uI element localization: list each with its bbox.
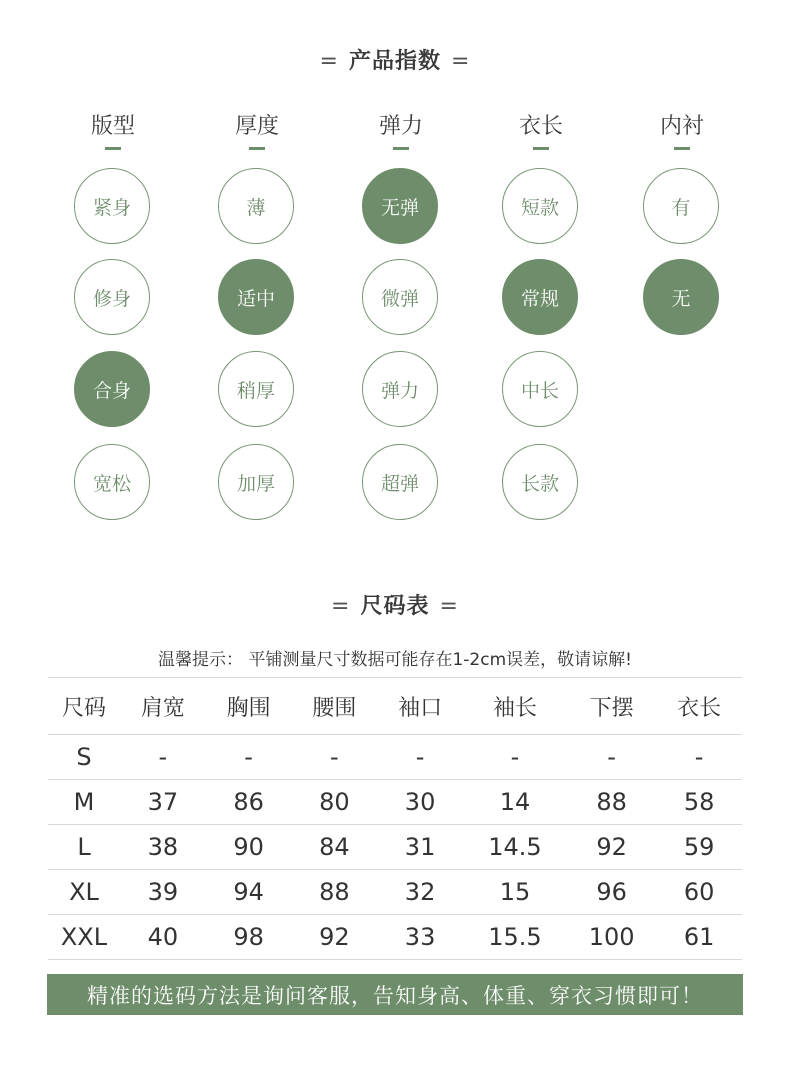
- index-column-header: 版型: [90, 114, 135, 139]
- index-option-selected: 适中: [218, 259, 294, 335]
- size-label-cell: XL: [48, 870, 120, 915]
- index-column-header: 衣长: [518, 114, 563, 139]
- size-value-cell: 30: [377, 780, 463, 825]
- size-value-cell: 88: [567, 780, 656, 825]
- size-value-cell: 96: [567, 870, 656, 915]
- index-column: [642, 112, 722, 310]
- size-value-cell: -: [120, 735, 206, 780]
- table-row: [48, 735, 742, 780]
- index-option: 修身: [74, 259, 150, 335]
- size-value-cell: 92: [291, 915, 377, 960]
- size-value-cell: -: [656, 735, 742, 780]
- size-table-header-cell: 衣长: [656, 678, 742, 735]
- header-underline: [674, 147, 690, 150]
- size-table-body: [48, 735, 742, 960]
- index-option: 微弹: [362, 259, 438, 335]
- size-label-cell: S: [48, 735, 120, 780]
- index-option-selected: 常规: [502, 259, 578, 335]
- size-table: [48, 677, 742, 960]
- product-index-title-text: 产品指数: [348, 49, 441, 74]
- size-value-cell: 86: [206, 780, 292, 825]
- size-label-cell: XXL: [48, 915, 120, 960]
- size-value-cell: 39: [120, 870, 206, 915]
- size-value-cell: 61: [656, 915, 742, 960]
- size-value-cell: -: [377, 735, 463, 780]
- size-chart-title: [0, 589, 790, 620]
- index-option: 稍厚: [218, 351, 294, 427]
- size-table-header-cell: 袖口: [377, 678, 463, 735]
- index-option: 中长: [502, 351, 578, 427]
- size-value-cell: 58: [656, 780, 742, 825]
- title-deco-right: =: [451, 49, 471, 74]
- index-column-header: 弹力: [378, 114, 423, 139]
- table-row: [48, 870, 742, 915]
- size-value-cell: 14: [463, 780, 567, 825]
- size-value-cell: 100: [567, 915, 656, 960]
- size-value-cell: -: [291, 735, 377, 780]
- header-underline: [393, 147, 409, 150]
- title-deco-left: =: [331, 594, 351, 619]
- size-value-cell: -: [206, 735, 292, 780]
- size-value-cell: 60: [656, 870, 742, 915]
- index-column-header: 内衬: [659, 114, 704, 139]
- size-value-cell: 98: [206, 915, 292, 960]
- size-value-cell: 37: [120, 780, 206, 825]
- header-underline: [249, 147, 265, 150]
- index-column: [217, 112, 297, 495]
- size-value-cell: 32: [377, 870, 463, 915]
- index-option: 有: [643, 168, 719, 244]
- index-option: 加厚: [218, 444, 294, 520]
- size-value-cell: 92: [567, 825, 656, 870]
- size-value-cell: 15: [463, 870, 567, 915]
- index-column: [501, 112, 581, 495]
- header-underline: [105, 147, 121, 150]
- table-row: [48, 825, 742, 870]
- product-index-title: [0, 44, 790, 75]
- index-option-selected: 合身: [74, 351, 150, 427]
- index-option-selected: 无弹: [362, 168, 438, 244]
- title-deco-right: =: [439, 594, 459, 619]
- size-label-cell: L: [48, 825, 120, 870]
- size-value-cell: 14.5: [463, 825, 567, 870]
- size-value-cell: 59: [656, 825, 742, 870]
- size-table-header-cell: 尺码: [48, 678, 120, 735]
- index-column: [361, 112, 441, 495]
- size-value-cell: 38: [120, 825, 206, 870]
- size-table-header-row: [48, 678, 742, 735]
- size-table-header-cell: 肩宽: [120, 678, 206, 735]
- index-option-selected: 无: [643, 259, 719, 335]
- index-option: 超弹: [362, 444, 438, 520]
- index-option: 短款: [502, 168, 578, 244]
- size-value-cell: 88: [291, 870, 377, 915]
- index-option: 弹力: [362, 351, 438, 427]
- index-option: 紧身: [74, 168, 150, 244]
- size-value-cell: 40: [120, 915, 206, 960]
- index-option: 宽松: [74, 444, 150, 520]
- size-table-header-cell: 腰围: [291, 678, 377, 735]
- size-value-cell: -: [567, 735, 656, 780]
- footer-banner: 精准的选码方法是询问客服，告知身高、体重、穿衣习惯即可！: [47, 974, 743, 1015]
- size-value-cell: 90: [206, 825, 292, 870]
- size-value-cell: 84: [291, 825, 377, 870]
- measurement-tip: 温馨提示： 平铺测量尺寸数据可能存在1-2cm误差，敬请谅解!: [158, 650, 632, 670]
- size-table-header-cell: 胸围: [206, 678, 292, 735]
- title-deco-left: =: [319, 49, 339, 74]
- index-column: [73, 112, 153, 495]
- index-option: 薄: [218, 168, 294, 244]
- size-value-cell: 31: [377, 825, 463, 870]
- table-row: [48, 915, 742, 960]
- index-option: 长款: [502, 444, 578, 520]
- header-underline: [533, 147, 549, 150]
- size-value-cell: 80: [291, 780, 377, 825]
- size-value-cell: 33: [377, 915, 463, 960]
- size-value-cell: 94: [206, 870, 292, 915]
- size-value-cell: 15.5: [463, 915, 567, 960]
- index-column-header: 厚度: [234, 114, 279, 139]
- table-row: [48, 780, 742, 825]
- size-table-header-cell: 袖长: [463, 678, 567, 735]
- size-table-header-cell: 下摆: [567, 678, 656, 735]
- size-label-cell: M: [48, 780, 120, 825]
- size-chart-title-text: 尺码表: [360, 594, 430, 619]
- size-value-cell: -: [463, 735, 567, 780]
